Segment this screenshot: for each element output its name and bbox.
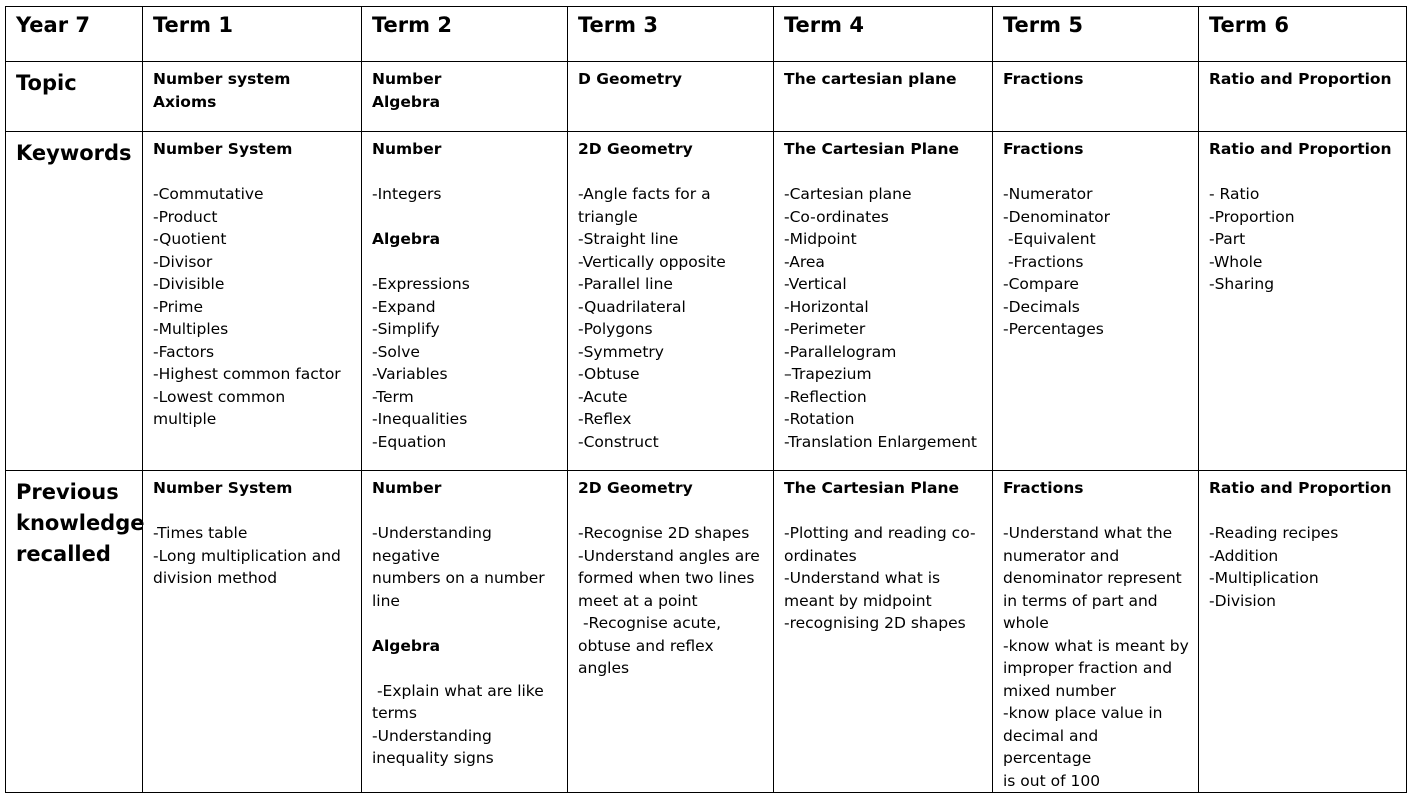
previous-knowledge-cell (1199, 471, 1407, 793)
list-item: -Lowest common multiple (153, 387, 291, 428)
list-item: -Vertical (784, 275, 847, 293)
list-item: meant by midpoint (784, 591, 932, 610)
list-item: -Proportion (1209, 207, 1295, 226)
blank-line (578, 500, 765, 523)
blank-line (578, 161, 765, 184)
previous-knowledge-cell (774, 471, 993, 793)
list-item: -Expand (372, 297, 436, 316)
topic-cell (774, 62, 993, 132)
list-item: -know what is meant by (1003, 636, 1189, 655)
list-item: line (372, 591, 400, 610)
previous-knowledge-row (6, 471, 1407, 793)
list-item: -Denominator (1003, 207, 1111, 226)
list-item: - Ratio (1209, 185, 1260, 203)
list-item: -Co-ordinates (784, 207, 889, 226)
previous-knowledge-cell (568, 471, 774, 793)
previous-knowledge-cell (993, 471, 1199, 793)
blank-line (1209, 161, 1398, 184)
list-item: -Reading recipes (1209, 524, 1339, 542)
list-item: -Understand what is (784, 569, 941, 587)
topic-line: Number system (153, 70, 291, 88)
blank-line (153, 161, 353, 184)
keywords-cell (568, 132, 774, 471)
list-item: -Perimeter (784, 320, 866, 338)
topic-cell (993, 62, 1199, 132)
blank-line (372, 161, 559, 184)
list-item: -Variables (372, 365, 448, 383)
keywords-cell (993, 132, 1199, 471)
list-item: ordinates (784, 546, 857, 565)
topic-line: Fractions (1003, 70, 1084, 88)
section-heading: Algebra (372, 230, 441, 248)
topic-line: Axioms (153, 92, 217, 111)
list-item: -Angle facts for a (578, 185, 711, 203)
blank-line (372, 657, 559, 680)
list-item: -Cartesian plane (784, 185, 912, 203)
list-item: -Multiples (153, 320, 229, 338)
row-label-line: Previous (16, 480, 119, 504)
list-item: -Straight line (578, 230, 679, 248)
topic-line: Algebra (372, 92, 441, 111)
list-item: -Commutative (153, 185, 264, 203)
list-item: -Fractions (1003, 252, 1084, 271)
section-heading: Number (372, 479, 442, 497)
header-row (6, 7, 1407, 62)
list-item: inequality signs (372, 749, 494, 767)
blank-line (372, 500, 559, 523)
list-item: meet at a point (578, 591, 698, 610)
list-item: -Reflex (578, 410, 632, 428)
list-item: -Addition (1209, 546, 1279, 565)
topic-row-label: Topic (6, 62, 143, 132)
keywords-cell (143, 132, 362, 471)
list-item: -Simplify (372, 320, 440, 338)
previous-knowledge-cell (362, 471, 568, 793)
keywords-row (6, 132, 1407, 471)
list-item: -Part (1209, 230, 1246, 248)
blank-line (784, 161, 984, 184)
blank-line (1209, 500, 1398, 523)
list-item: -Recognise 2D shapes (578, 524, 750, 542)
keywords-cell (362, 132, 568, 471)
list-item: -Compare (1003, 275, 1079, 293)
topic-cell (362, 62, 568, 132)
list-item: -Parallelogram (784, 342, 897, 361)
list-item: -Polygons (578, 320, 653, 338)
header-year: Year 7 (6, 7, 143, 62)
list-item: numbers on a number (372, 569, 545, 587)
keywords-cell (774, 132, 993, 471)
list-item: -Explain what are like (372, 681, 544, 700)
list-item: -Long multiplication and (153, 546, 341, 565)
topic-cell (143, 62, 362, 132)
list-item: obtuse and reflex angles (578, 636, 719, 677)
list-item: -Divisor (153, 252, 213, 271)
topic-cell (568, 62, 774, 132)
list-item: -Midpoint (784, 230, 857, 248)
section-heading: Ratio and Proportion (1209, 140, 1392, 158)
topic-line: D Geometry (578, 70, 682, 88)
list-item: -Integers (372, 185, 442, 203)
header-term-5: Term 5 (993, 7, 1199, 62)
list-item: triangle (578, 207, 638, 226)
section-heading: The Cartesian Plane (784, 479, 960, 497)
list-item: -Parallel line (578, 275, 673, 293)
blank-line (153, 500, 353, 523)
section-heading: 2D Geometry (578, 140, 693, 158)
header-term-6: Term 6 (1199, 7, 1407, 62)
list-item: -Understand angles are (578, 546, 760, 565)
list-item: in terms of part and (1003, 591, 1158, 610)
blank-line (1003, 161, 1190, 184)
list-item: -Construct (578, 432, 659, 451)
list-item: -Acute (578, 387, 628, 406)
topic-line: The cartesian plane (784, 70, 957, 88)
list-item: -Symmetry (578, 342, 664, 361)
list-item: -Rotation (784, 410, 855, 428)
list-item: -Inequalities (372, 410, 468, 428)
list-item: -Understanding (372, 726, 492, 745)
list-item: is out of 100 (1003, 771, 1101, 790)
list-item: whole (1003, 614, 1049, 632)
section-heading: The Cartesian Plane (784, 140, 960, 158)
list-item: -Divisible (153, 275, 225, 293)
list-item: terms (372, 704, 417, 722)
list-item: -Vertically opposite (578, 252, 726, 271)
list-item: -Whole (1209, 252, 1263, 271)
list-item: -Translation Enlargement (784, 432, 977, 451)
list-item: formed when two lines (578, 569, 755, 587)
list-item: -Equivalent (1003, 230, 1096, 248)
list-item: -Plotting and reading co- (784, 524, 976, 542)
list-item: -Numerator (1003, 185, 1093, 203)
section-heading: Number (372, 140, 442, 158)
list-item: -Sharing (1209, 275, 1275, 293)
blank-line (1003, 500, 1190, 523)
list-item: -Horizontal (784, 297, 869, 316)
header-term-3: Term 3 (568, 7, 774, 62)
header-term-1: Term 1 (143, 7, 362, 62)
row-label-line: recalled (16, 542, 111, 566)
list-item: -Expressions (372, 275, 470, 293)
list-item: -Times table (153, 524, 248, 542)
list-item: -Quotient (153, 230, 227, 248)
section-heading: Number System (153, 140, 293, 158)
list-item: -Quadrilateral (578, 297, 686, 316)
list-item: -Area (784, 252, 825, 271)
list-item: -Percentages (1003, 320, 1104, 338)
section-heading: 2D Geometry (578, 479, 693, 497)
previous-knowledge-cell (143, 471, 362, 793)
header-term-4: Term 4 (774, 7, 993, 62)
list-item: -Factors (153, 342, 215, 361)
section-heading: Fractions (1003, 140, 1084, 158)
blank-line (372, 612, 559, 635)
keywords-cell (1199, 132, 1407, 471)
section-heading: Algebra (372, 636, 441, 655)
list-item: -recognising 2D shapes (784, 614, 966, 632)
list-item: -Obtuse (578, 365, 640, 383)
list-item: numerator and (1003, 546, 1120, 565)
list-item: -Multiplication (1209, 569, 1319, 587)
list-item: -Highest common factor (153, 365, 341, 383)
list-item: decimal and percentage (1003, 726, 1104, 767)
header-term-2: Term 2 (362, 7, 568, 62)
topic-line: Ratio and Proportion (1209, 70, 1392, 88)
list-item: improper fraction and (1003, 659, 1173, 677)
list-item: denominator represent (1003, 569, 1182, 587)
list-item: -Product (153, 207, 218, 226)
list-item: mixed number (1003, 681, 1116, 700)
list-item: -Division (1209, 591, 1277, 610)
list-item: -Decimals (1003, 297, 1080, 316)
keywords-row-label: Keywords (6, 132, 143, 471)
blank-line (784, 500, 984, 523)
list-item: -know place value in (1003, 704, 1163, 722)
topic-row (6, 62, 1407, 132)
list-item: -Solve (372, 342, 420, 361)
list-item: division method (153, 569, 278, 587)
section-heading: Number System (153, 479, 293, 497)
list-item: -Understanding negative (372, 524, 497, 565)
list-item: -Understand what the (1003, 524, 1173, 542)
list-item: -Reflection (784, 387, 867, 406)
previous-knowledge-row-label (6, 471, 143, 793)
row-label-line: knowledge (16, 511, 145, 535)
section-heading: Ratio and Proportion (1209, 479, 1392, 497)
list-item: -Recognise acute, (578, 614, 722, 632)
blank-line (372, 206, 559, 229)
list-item: -Prime (153, 297, 203, 316)
list-item: –Trapezium (784, 365, 872, 383)
blank-line (372, 251, 559, 274)
section-heading: Fractions (1003, 479, 1084, 497)
curriculum-table (5, 6, 1407, 793)
list-item: -Term (372, 387, 414, 406)
topic-cell (1199, 62, 1407, 132)
list-item: -Equation (372, 432, 447, 451)
topic-line: Number (372, 70, 442, 88)
